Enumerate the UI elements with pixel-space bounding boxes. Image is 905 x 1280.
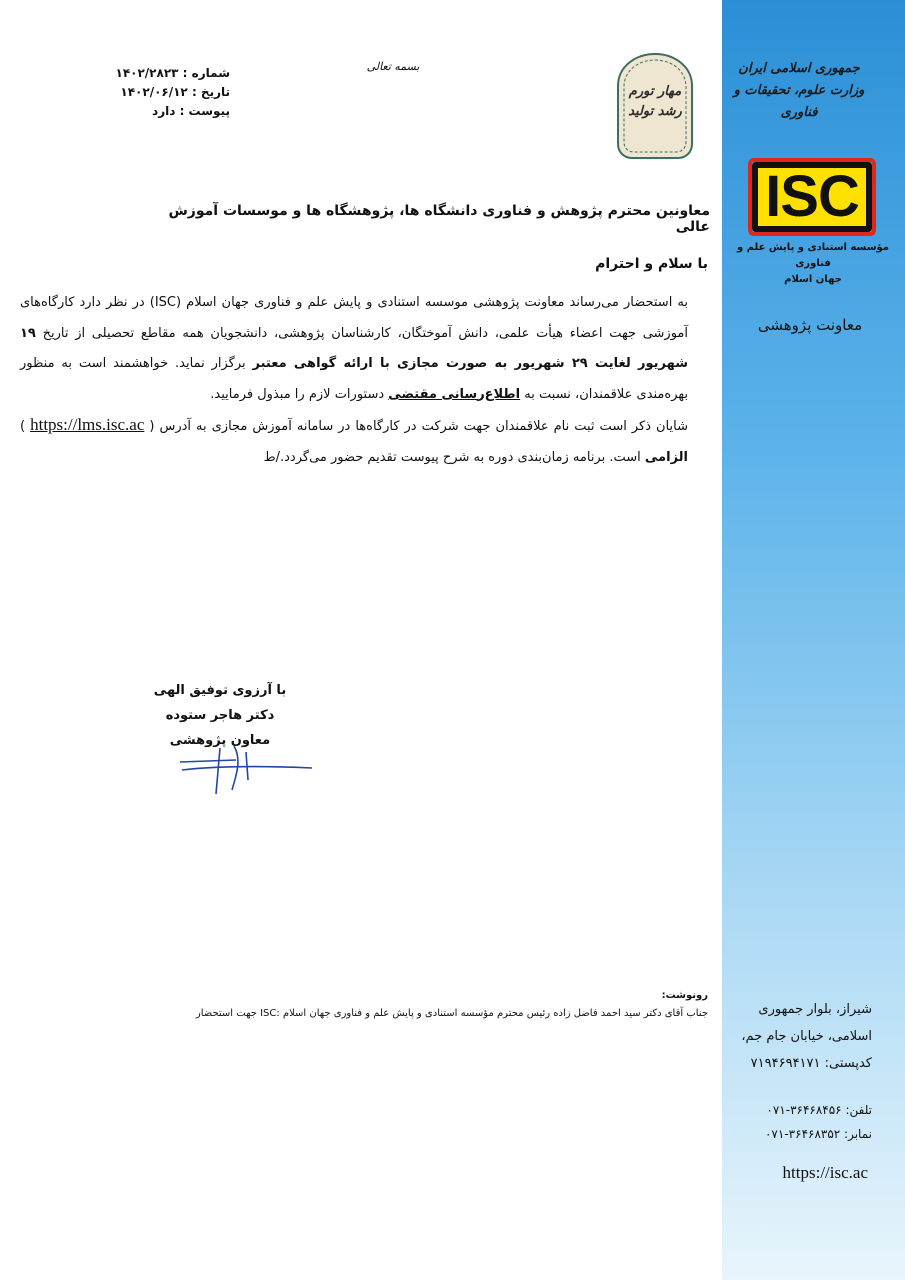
institute-line-1: مؤسسه استنادی و پایش علم و فناوری — [736, 242, 889, 269]
p1-text-b: برگزار نماید. خواهشمند است به منظور بهره‌مندی علاقمندان، نسبت به — [20, 356, 688, 402]
cc-title: رونوشت: — [661, 990, 708, 1001]
slogan-emblem-text — [614, 82, 696, 122]
p2-text-b: ) — [20, 419, 26, 434]
letter-metadata — [80, 64, 230, 121]
letter-body — [20, 288, 710, 473]
attachment-label: پیوست : — [179, 104, 230, 118]
institute-name — [726, 240, 900, 288]
signer-title: معاون پژوهشی — [169, 733, 271, 748]
contact-numbers — [730, 1098, 872, 1146]
p1-underline: اطلاع‌رسانی مقتضی — [388, 386, 521, 402]
ministry-line-2: وزارت علوم، تحقیقات و فناوری — [733, 83, 865, 120]
p2-text-a: شایان ذکر است ثبت نام علاقمندان جهت شرکت در کارگاه‌ها در سامانه آموزش مجازی به آدرس ( — [149, 419, 688, 434]
date-row — [80, 83, 230, 102]
emblem-line-1: مهار تورم — [628, 84, 682, 99]
greeting: با سلام و احترام — [595, 256, 708, 272]
paragraph-1 — [20, 288, 710, 410]
fax-number: نمابر: ۳۶۴۶۸۳۵۲-۰۷۱ — [764, 1127, 872, 1141]
number-label: شماره : — [182, 66, 230, 80]
bismillah: بسمه تعالی — [366, 60, 420, 73]
number-value: ۱۴۰۲/۲۸۲۳ — [115, 66, 179, 80]
isc-logo: ISC — [752, 162, 872, 232]
cc-text: جناب آقای دکتر سید احمد فاضل زاده رئیس محترم مؤسسه استنادی و پایش علم و فناوری جهان اسلام :ISC جهت استحضار — [195, 1008, 708, 1019]
p1-bold: ۱۹ شهریور لغایت ۲۹ شهریور به صورت مجازی با ارائه گواهی معتبر — [20, 325, 688, 371]
closing-line: با آرزوی توفیق الهی — [153, 683, 287, 698]
number-row — [80, 64, 230, 83]
emblem-line-2: رشد تولید — [628, 104, 682, 119]
ministry-line-1: جمهوری اسلامی ایران — [738, 61, 860, 76]
date-label: تاریخ : — [191, 85, 230, 99]
address-line-2: اسلامی، خیابان جام جم، — [741, 1029, 872, 1044]
address-line-1: شیراز، بلوار جمهوری — [758, 1002, 872, 1017]
date-value: ۱۴۰۲/۰۶/۱۲ — [120, 85, 188, 99]
p2-bold: الزامی — [644, 449, 688, 465]
p1-text-a: به استحضار می‌رساند معاونت پژوهشی موسسه استنادی و پایش علم و فناوری جهان اسلام (ISC) در نظر دارد کارگاه‌های آموزشی جهت اعضاء هیأت علمی، دانش آموختگان، کارشناسان پژوهشی، دانشجویان همه مقاطع تحصیلی از تاریخ — [20, 295, 689, 341]
address-line-3: کدپستی: ۷۱۹۴۶۹۴۱۷۱ — [750, 1056, 872, 1071]
p2-text-c: است. برنامه زمان‌بندی دوره به شرح پیوست تقدیم حضور می‌گردد./ط — [263, 449, 641, 465]
phone-number: تلفن: ۳۶۴۶۸۴۵۶-۰۷۱ — [766, 1103, 872, 1117]
handwritten-signature-icon — [176, 740, 316, 796]
sidebar-department: معاونت پژوهشی — [757, 316, 863, 334]
attachment-row — [80, 102, 230, 121]
website-link[interactable]: https://isc.ac — [782, 1163, 868, 1182]
p1-text-c: دستورات لازم را مبذول فرمایید. — [210, 386, 385, 402]
paragraph-2 — [20, 410, 710, 473]
signer-name: دکتر هاجر ستوده — [165, 708, 275, 723]
attachment-value: دارد — [152, 104, 176, 118]
institute-line-2: جهان اسلام — [784, 274, 842, 285]
ministry-header — [719, 58, 879, 124]
lms-link[interactable]: https://lms.isc.ac — [30, 415, 145, 434]
postal-address — [730, 996, 872, 1077]
addressee: معاونین محترم پژوهش و فناوری دانشگاه ها، پژوهشگاه ها و موسسات آموزش عالی — [168, 203, 710, 235]
